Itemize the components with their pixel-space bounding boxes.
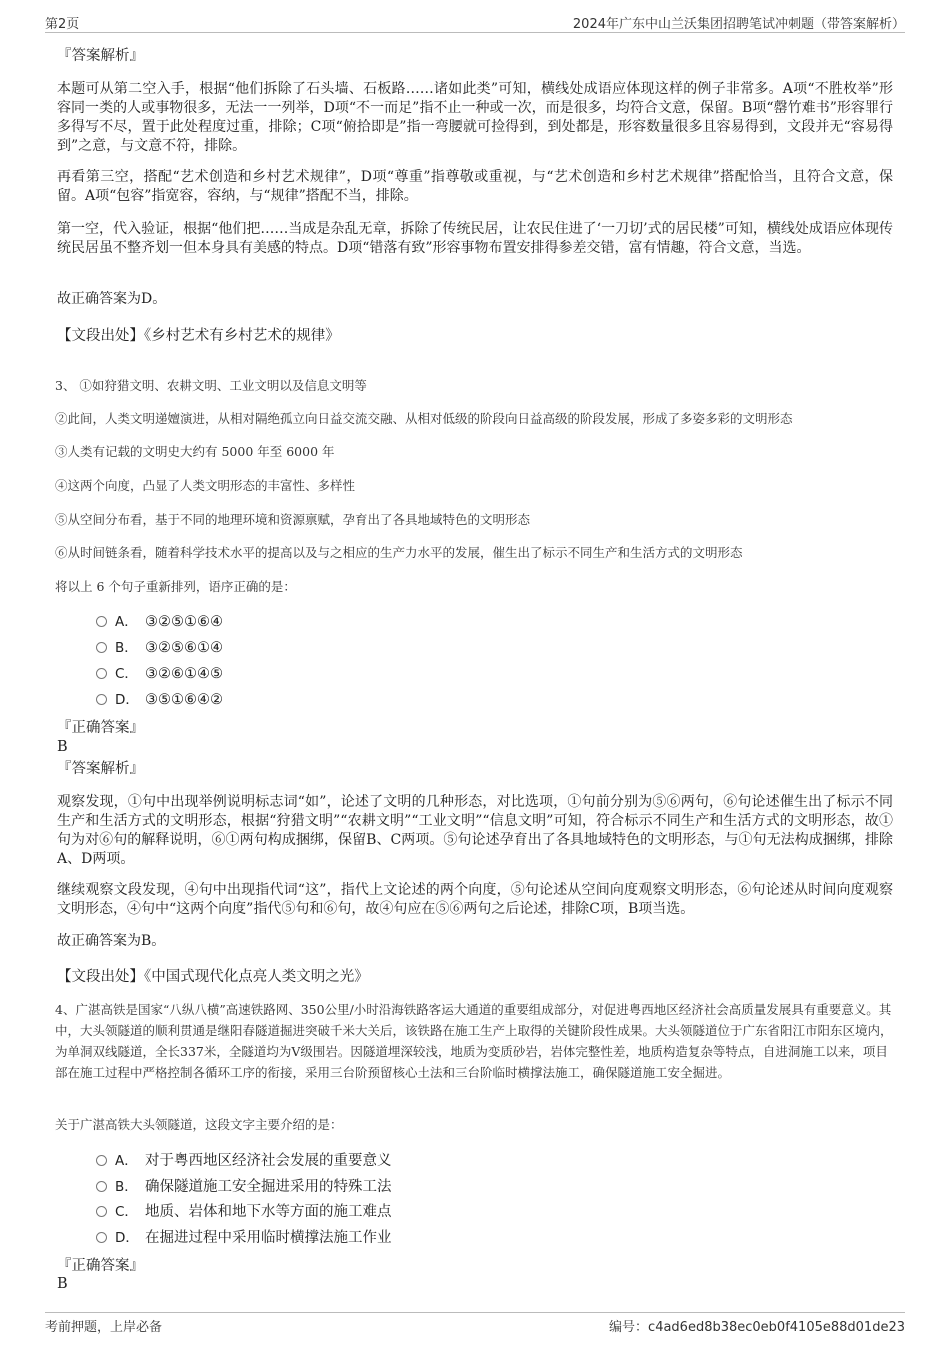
q3-sentence-4: ④这两个向度，凸显了人类文明形态的丰富性、多样性 [55,478,356,493]
radio-button-icon[interactable] [96,668,107,679]
q3-analysis-paragraph-1: 观察发现，①句中出现举例说明标志词“如”，论述了文明的几种形态，对比选项，①句前分别为⑤⑥两句，⑥句论述催生出了标示不同生产和生活方式的文明形态，根据“狩猎文明”“农耕文明”“工业文明”“信息文明”可知，符合标示不同生产和生活方式的文明形态，故①句为对⑥句的解释说明，⑥①两句构成捆绑，保留B、C两项。⑤句论述孕育出了各具地域特色的文明形态，与①句无法构成捆绑，排除A、D两项。 [57,794,893,867]
page-footer [45,1312,905,1335]
radio-button-icon[interactable] [96,1206,107,1217]
q2-source: 【文段出处】《乡村艺术有乡村艺术的规律》 [57,328,340,344]
q3-analysis-label: 『答案解析』 [57,761,144,777]
q2-analysis-paragraph-1: 本题可从第二空入手，根据“他们拆除了石头墙、石板路……诸如此类”可知，横线处成语应体现这样的例子非常多。A项“不胜枚举”形容同一类的人或事物很多，无法一一列举，D项“不一而足”指不止一种或一次，而是很多，均符合文意，保留。B项“罄竹难书”形容罪行多得写不尽，置于此处程度过重，排除；C项“俯拾即是”指一弯腰就可捡得到，到处都是，形容数量很多且容易得到，文段并无“容易得到”之意，与文意不符，排除。 [57,81,893,154]
q2-analysis-paragraph-2: 再看第三空，搭配“艺术创造和乡村艺术规律”，D项“尊重”指尊敬或重视，与“艺术创造和乡村艺术规律”搭配恰当，且符合文意，保留。A项“包容”指宽容，容纳，与“规律”搭配不当，排除。 [57,169,893,204]
q2-analysis-paragraph-3: 第一空，代入验证，根据“他们把……当成是杂乱无章，拆除了传统民居，让农民住进了‘一刀切’式的居民楼”可知，横线处成语应体现传统民居虽不整齐划一但本身具有美感的特点。D项“错落有致”形容事物布置安排得参差交错，富有情趣，符合文意，当选。 [57,221,893,256]
q3-sentence-5: ⑤从空间分布看，基于不同的地理环境和资源禀赋，孕育出了各具地域特色的文明形态 [55,512,531,527]
q3-answer: B [57,739,68,755]
q4-option-d[interactable]: D． 在掘进过程中采用临时横撑法施工作业 [96,1228,392,1248]
q3-sentence-2: ②此间，人类文明递嬗演进，从相对隔绝孤立向日益交流交融、从相对低级的阶段向日益高级的阶段发展，形成了多姿多彩的文明形态 [55,411,793,426]
q4-answer: B [57,1276,68,1292]
page-number: 第2页 [45,17,80,32]
q3-option-b[interactable]: B． ③②⑤⑥①④ [96,638,223,658]
q3-option-a[interactable]: A． ③②⑤①⑥④ [96,612,223,632]
document-title: 2024年广东中山兰沃集团招聘笔试冲刺题（带答案解析） [572,17,905,32]
page-header [45,10,905,33]
radio-button-icon[interactable] [96,1155,107,1166]
q4-option-c[interactable]: C． 地质、岩体和地下水等方面的施工难点 [96,1202,392,1222]
q2-analysis-label: 『答案解析』 [57,48,144,64]
q2-conclusion: 故正确答案为D。 [57,291,167,307]
q4-answer-label: 『正确答案』 [57,1258,144,1274]
radio-button-icon[interactable] [96,1181,107,1192]
radio-button-icon[interactable] [96,694,107,705]
q4-prompt: 关于广湛高铁大头领隧道，这段文字主要介绍的是： [55,1117,343,1132]
q3-source: 【文段出处】《中国式现代化点亮人类文明之光》 [57,969,369,985]
radio-button-icon[interactable] [96,1232,107,1243]
q3-prompt: 将以上 6 个句子重新排列，语序正确的是： [55,579,296,594]
q4-stem: 4、广湛高铁是国家“八纵八横”高速铁路网、350公里/小时沿海铁路客运大通道的重要组成部分，对促进粤西地区经济社会高质量发展具有重要意义。其中，大头领隧道的顺利贯通是继阳春隧道掘进突破千米大关后，该铁路在施工生产上取得的关键阶段性成果。大头领隧道位于广东省阳江市阳东区境内，为单洞双线隧道，全长337米，全隧道均为V级围岩。因隧道埋深较浅，地质为变质砂岩，岩体完整性差，地质构造复杂等特点，自进洞施工以来，项目部在施工过程中严格控制各循环工序的衔接，采用三台阶预留核心土法和三台阶临时横撑法施工，确保隧道施工安全掘进。 [55,1002,893,1080]
document-id: 编号：c4ad6ed8b38ec0eb0f4105e88d01de23 [609,1320,905,1335]
q3-answer-label: 『正确答案』 [57,720,144,736]
q3-sentence-1: 3、 ①如狩猎文明、农耕文明、工业文明以及信息文明等 [55,378,367,393]
q3-option-c[interactable]: C． ③②⑥①④⑤ [96,664,223,684]
q3-sentence-3: ③人类有记载的文明史大约有 5000 年至 6000 年 [55,444,335,459]
radio-button-icon[interactable] [96,616,107,627]
q3-conclusion: 故正确答案为B。 [57,933,166,949]
footer-slogan: 考前押题，上岸必备 [45,1320,163,1335]
radio-button-icon[interactable] [96,642,107,653]
q3-analysis-paragraph-2: 继续观察文段发现，④句中出现指代词“这”，指代上文论述的两个向度，⑤句论述从空间向度观察文明形态，⑥句论述从时间向度观察文明形态，④句中“这两个向度”指代⑤句和⑥句，故④句应在⑤⑥两句之后论述，排除C项，B项当选。 [57,882,893,917]
q4-option-b[interactable]: B． 确保隧道施工安全掘进采用的特殊工法 [96,1177,392,1197]
q4-option-a[interactable]: A． 对于粤西地区经济社会发展的重要意义 [96,1151,392,1171]
q3-sentence-6: ⑥从时间链条看，随着科学技术水平的提高以及与之相应的生产力水平的发展，催生出了标示不同生产和生活方式的文明形态 [55,545,743,560]
q3-option-d[interactable]: D． ③⑤①⑥④② [96,690,223,710]
